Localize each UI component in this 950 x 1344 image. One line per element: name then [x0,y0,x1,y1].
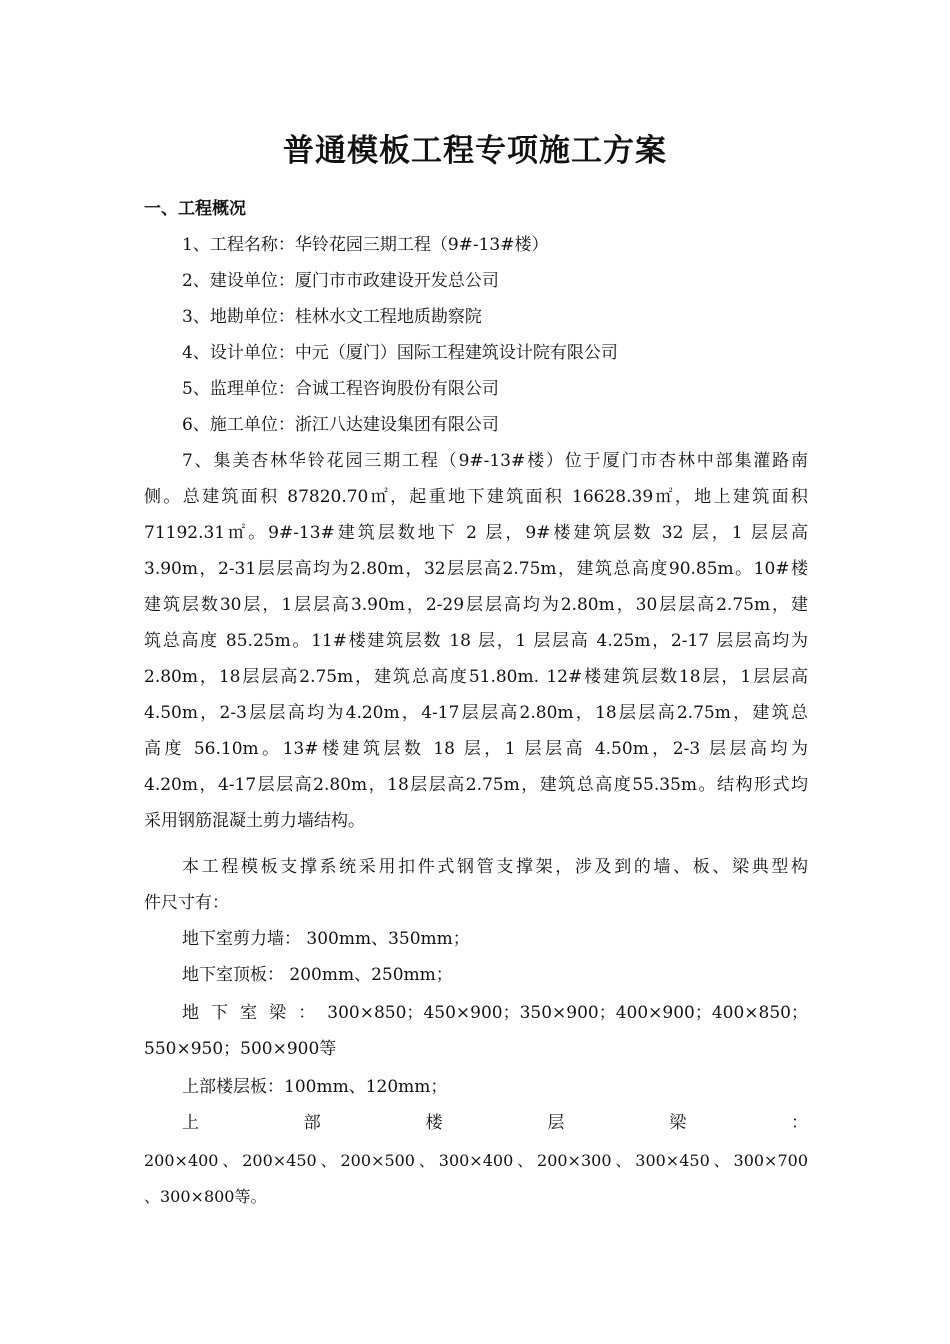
supervision-unit-item: 5、监理单位：合诚工程咨询股份有限公司 [182,379,499,399]
basement-beam-item: 地下室梁：300×850；450×900；350×900；400×900；400×850； [182,1003,808,1023]
overview-paragraph-line: 高度 56.10m。13#楼建筑层数 18 层，1 层层高 4.50m，2-3 层层高均为 [144,739,808,759]
overview-paragraph-line: 71192.31㎡。9#-13#建筑层数地下 2 层，9#楼建筑层数 32 层，1 层层高 [144,523,808,543]
overview-paragraph-line: 建筑层数30层，1层层高3.90m，2-29层层高均为2.80m，30层层高2.75m，建 [144,595,808,615]
overview-paragraph-line: 7、集美杏林华铃花园三期工程（9#-13#楼）位于厦门市杏林中部集灌路南 [182,451,808,471]
upper-slab-item: 上部楼层板：100mm、120mm； [182,1077,448,1097]
construction-unit-item: 6、施工单位：浙江八达建设集团有限公司 [182,415,499,435]
formwork-paragraph-line: 件尺寸有： [144,893,229,913]
basement-roof-item: 地下室顶板： 200mm、250mm； [182,965,453,985]
overview-paragraph-line: 3.90m，2-31层层高均为2.80m，32层层高2.75m，建筑总高度90.85m。10#楼 [144,559,808,579]
basement-beam-item: 550×950；500×900等 [144,1039,337,1059]
overview-paragraph-line: 侧。总建筑面积 87820.70㎡，起重地下建筑面积 16628.39㎡，地上建筑面积 [144,487,808,507]
upper-beam-label-char: 梁 [669,1113,687,1133]
project-name-item: 1、工程名称：华铃花园三期工程（9#-13#楼） [182,235,549,255]
section-heading: 一、工程概况 [144,199,246,219]
formwork-paragraph-line: 本工程模板支撑系统采用扣件式钢管支撑架，涉及到的墙、板、梁典型构 [182,857,808,877]
upper-beam-label-row [182,1110,808,1136]
overview-paragraph-line: 2.80m，18层层高2.75m，建筑总高度51.80m. 12#楼建筑层数18层，1层层高 [144,667,808,687]
design-unit-item: 4、设计单位：中元（厦门）国际工程建筑设计院有限公司 [182,343,618,363]
upper-beam-label-char: 层 [547,1113,565,1133]
owner-unit-item: 2、建设单位：厦门市市政建设开发总公司 [182,271,499,291]
upper-beam-label-char: 上 [182,1113,199,1133]
overview-paragraph-line: 筑总高度 85.25m。11#楼建筑层数 18 层，1 层层高 4.25m，2-17 层层高均为 [144,631,808,651]
upper-beam-values: 200×400、200×450、200×500、300×400、200×300、300×450、300×700 [144,1151,809,1170]
upper-beam-label-char: 部 [303,1113,321,1133]
basement-wall-item: 地下室剪力墙： 300mm、350mm； [182,929,470,949]
overview-paragraph-line: 4.20m，4-17层层高2.80m，18层层高2.75m，建筑总高度55.35m。结构形式均 [144,775,808,795]
overview-paragraph-line: 4.50m，2-3层层高均为4.20m，4-17层层高2.80m，18层层高2.75m，建筑总 [144,703,808,723]
overview-paragraph-line: 采用钢筋混凝土剪力墙结构。 [144,811,365,831]
document-title: 普通模板工程专项施工方案 [283,133,667,169]
survey-unit-item: 3、地勘单位：桂林水文工程地质勘察院 [182,307,482,327]
upper-beam-label-char: ： [790,1113,808,1133]
upper-beam-values: 、300×800等。 [144,1187,267,1206]
upper-beam-label-char: 楼 [425,1113,443,1133]
